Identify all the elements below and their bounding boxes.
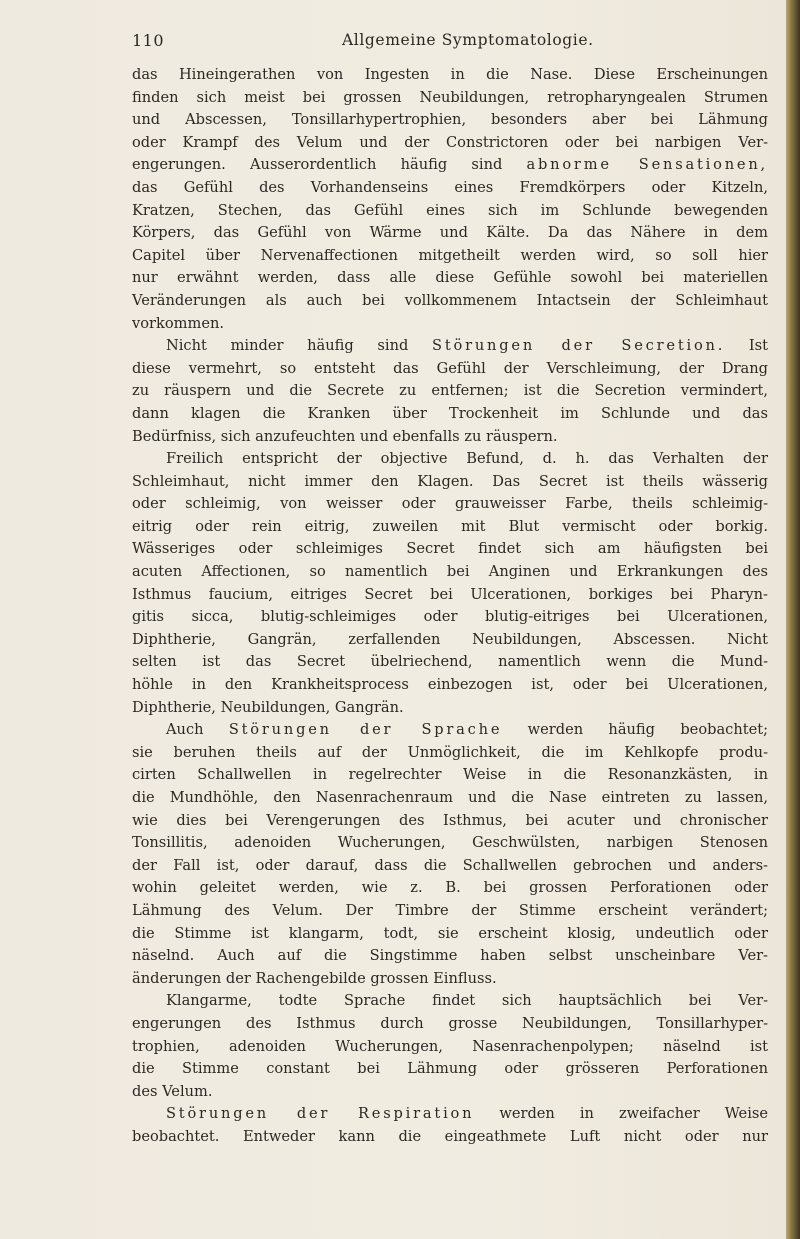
text-run: Tonsillitis, adenoiden Wucherungen, Geschwülsten, narbigen Stenosen [132,834,768,852]
text-line [132,990,768,1013]
text-run: der Fall ist, oder darauf, dass die Schallwellen gebrochen und anders- [132,856,768,874]
text-run: und Abscessen, Tonsillarhypertrophien, besonders aber bei Lähmung [132,111,768,129]
text-run: Wässeriges oder schleimiges Secret findet sich am häufigsten bei [132,540,768,558]
text-run: wie dies bei Verengerungen des Isthmus, bei acuter und chronischer [132,811,768,829]
text-run: finden sich meist bei grossen Neubildungen, retropharyngealen Strumen [132,88,768,106]
text-line [132,222,768,245]
text-line [132,584,768,607]
text-run: Veränderungen als auch bei vollkommenem Intactsein der Schleimhaut [132,291,768,309]
text-line [132,900,768,923]
paragraph [132,448,768,719]
page-number: 110 [132,31,165,50]
text-line [132,154,768,177]
text-line [132,109,768,132]
text-run: oder Krampf des Velum und der Constrictoren oder bei narbigen Ver- [132,133,768,151]
text-line [132,832,768,855]
text-run: Diphtherie, Gangrän, zerfallenden Neubildungen, Abscessen. Nicht [132,630,768,648]
text-line [132,1058,768,1081]
spaced-emphasis: Störungen der Respiration [166,1105,475,1123]
spaced-emphasis: abnorme Sensationen, [526,156,768,174]
text-line [132,1081,768,1104]
text-line [132,742,768,765]
text-line [132,177,768,200]
text-run: Lähmung des Velum. Der Timbre der Stimme erscheint verändert; [132,901,768,919]
text-line [132,200,768,223]
text-run: des Velum. [132,1082,213,1100]
text-line [132,335,768,358]
text-run: acuten Affectionen, so namentlich bei Anginen und Erkrankungen des [132,563,768,581]
text-run: Körpers, das Gefühl von Wärme und Kälte. Da das Nähere in dem [132,224,768,242]
text-run: werden in zweifacher Weise [474,1105,768,1123]
text-line [132,923,768,946]
text-run: cirten Schallwellen in regelrechter Weise in die Resonanzkästen, in [132,766,768,784]
paragraph [132,64,768,335]
spaced-emphasis: Störungen der Sprache [228,721,503,739]
text-run: beobachtet. Entweder kann die eingeathmete Luft nicht oder nur [132,1127,768,1145]
text-run: höhle in den Krankheitsprocess einbezogen ist, oder bei Ulcerationen, [132,676,768,694]
text-line [132,87,768,110]
text-line [132,1036,768,1059]
text-run: engerungen des Isthmus durch grosse Neubildungen, Tonsillarhyper- [132,1014,768,1032]
text-line [132,674,768,697]
text-run: das Hineingerathen von Ingesten in die Nase. Diese Erscheinungen [132,66,768,83]
text-line [132,787,768,810]
text-line [132,629,768,652]
text-line [132,290,768,313]
text-run: die Stimme constant bei Lähmung oder grösseren Perforationen [132,1060,768,1078]
paragraph [132,990,768,1103]
text-run: engerungen. Ausserordentlich häufig sind [132,156,527,174]
paragraph [132,1103,768,1148]
text-run: vorkommen. [132,314,224,332]
text-run: das Gefühl des Vorhandenseins eines Fremdkörpers oder Kitzeln, [132,178,768,196]
text-run: Kratzen, Stechen, das Gefühl eines sich im Schlunde bewegenden [132,201,768,219]
text-run: Auch [166,721,229,739]
page-header [132,31,768,55]
text-line [132,380,768,403]
text-run: oder schleimig, von weisser oder grauweisser Farbe, theils schleimig- [132,495,768,513]
text-line [132,561,768,584]
text-run: gitis sicca, blutig-schleimiges oder blutig-eitriges bei Ulcerationen, [132,608,768,626]
text-line [132,358,768,381]
running-head: Allgemeine Symptomatologie. [342,31,594,49]
text-run: Diphtherie, Neubildungen, Gangrän. [132,698,404,716]
text-run: die Mundhöhle, den Nasenrachenraum und die Nase eintreten zu lassen, [132,789,768,806]
text-line [132,764,768,787]
text-line [132,267,768,290]
text-line [132,855,768,878]
text-line [132,132,768,155]
text-line [132,426,768,449]
text-line [132,448,768,471]
text-run: näselnd. Auch auf die Singstimme haben selbst unscheinbare Ver- [132,947,768,965]
text-line [132,719,768,742]
paragraph [132,335,768,448]
page-edge [786,0,800,1239]
text-line [132,313,768,336]
text-line [132,471,768,494]
text-run: werden häufig beobachtet; [502,721,769,739]
text-run: sie beruhen theils auf der Unmöglichkeit, die im Kehlkopfe produ- [132,743,768,761]
text-run: dann klagen die Kranken über Trockenheit im Schlunde und das [132,404,768,422]
text-run: Isthmus faucium, eitriges Secret bei Ulcerationen, borkiges bei Pharyn- [132,585,768,603]
text-line [132,877,768,900]
text-line [132,1013,768,1036]
text-run: Nicht minder häufig sind [166,337,433,355]
text-line [132,1103,768,1126]
text-run: wohin geleitet werden, wie z. B. bei grossen Perforationen oder [132,879,768,897]
text-run: Capitel über Nervenaffectionen mitgetheilt werden wird, so soll hier [132,246,768,264]
text-run: Bedürfniss, sich anzufeuchten und ebenfalls zu räuspern. [132,427,558,445]
text-run: trophien, adenoiden Wucherungen, Nasenrachenpolypen; näselnd ist [132,1037,768,1055]
text-run: die Stimme ist klangarm, todt, sie erscheint klosig, undeutlich oder [132,924,768,942]
text-run: diese vermehrt, so entsteht das Gefühl der Verschleimung, der Drang [132,359,768,377]
body-text [132,64,768,1149]
text-run: Klangarme, todte Sprache findet sich hauptsächlich bei Ver- [166,992,768,1010]
text-run: zu räuspern und die Secrete zu entfernen; ist die Secretion vermindert, [132,382,768,400]
paragraph [132,719,768,990]
text-line [132,945,768,968]
text-line [132,697,768,720]
text-line [132,403,768,426]
text-run: Ist [725,337,768,355]
text-run: Schleimhaut, nicht immer den Klagen. Das Secret ist theils wässerig [132,472,768,490]
text-run: nur erwähnt werden, dass alle diese Gefühle sowohl bei materiellen [132,269,768,287]
text-run: Freilich entspricht der objective Befund, d. h. das Verhalten der [166,450,768,468]
text-line [132,493,768,516]
text-line [132,245,768,268]
text-line [132,810,768,833]
text-line [132,538,768,561]
text-run: änderungen der Rachengebilde grossen Einfluss. [132,969,497,987]
text-line [132,516,768,539]
spaced-emphasis: Störungen der Secretion. [432,337,726,355]
text-line [132,1126,768,1149]
text-line [132,651,768,674]
text-line [132,606,768,629]
text-run: selten ist das Secret übelriechend, namentlich wenn die Mund- [132,653,768,671]
text-run: eitrig oder rein eitrig, zuweilen mit Blut vermischt oder borkig. [132,517,768,535]
text-line [132,64,768,87]
text-line [132,968,768,991]
